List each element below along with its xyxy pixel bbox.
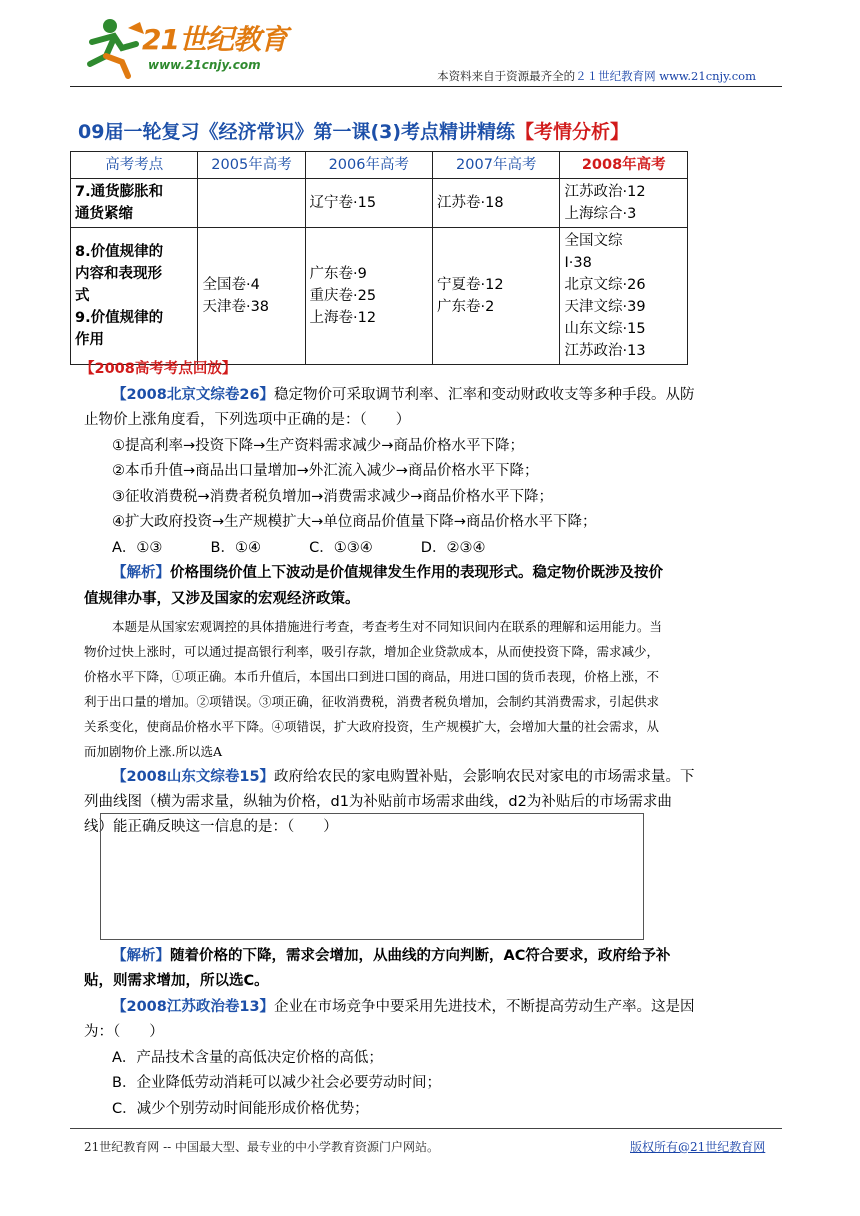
q1-stem-line1: 【2008北京文综卷26】稳定物价可采取调节利率、汇率和变动财政收支等多种手段。从防 xyxy=(112,387,695,403)
footer-divider xyxy=(70,1128,782,1129)
header-divider xyxy=(70,86,782,87)
q1-analysis-line2: 值规律办事，又涉及国家的宏观经济政策。 xyxy=(84,591,360,607)
q2-analysis-tag: 【解析】 xyxy=(112,948,170,964)
section-heading: 【2008高考考点回放】 xyxy=(80,361,237,377)
row1-2007: 江苏卷·18 xyxy=(433,179,560,228)
q1-analysis-tag: 【解析】 xyxy=(112,565,170,581)
q1-option-4: ④扩大政府投资→生产规模扩大→单位商品价值量下降→商品价格水平下降； xyxy=(112,514,597,530)
row2-2007: 宁夏卷·12 广东卷·2 xyxy=(433,228,560,365)
col-header-topic: 高考考点 xyxy=(71,152,198,179)
row1-2006: 辽宁卷·15 xyxy=(305,179,432,228)
q2-analysis-line2: 贴，则需求增加，所以选C。 xyxy=(84,973,269,989)
q1-choices: A．①③ B．①④ C．①③④ D．②③④ xyxy=(112,540,486,556)
row1-2005 xyxy=(198,179,305,228)
table-header-row xyxy=(71,152,688,179)
q1-detail-line5: 关系变化，使商品价格水平下降。④项错误，扩大政府投资，生产规模扩大，会增加大量的社会需求，从 xyxy=(84,719,660,734)
col-header-2005: 2005年高考 xyxy=(198,152,305,179)
q3-stem-line2: 为：（ ） xyxy=(84,1024,164,1040)
table-row xyxy=(71,179,688,228)
site-logo[interactable] xyxy=(70,14,300,80)
q1-source: 【2008北京文综卷26】 xyxy=(112,387,275,403)
q1-option-3: ③征收消费税→消费者税负增加→消费需求减少→商品价格水平下降； xyxy=(112,489,553,505)
runner-logo-icon xyxy=(70,14,150,80)
footer-copyright-link[interactable]: 版权所有@21世纪教育网 xyxy=(630,1140,766,1154)
header-note xyxy=(437,68,756,84)
q1-stem-line2: 止物价上涨角度看，下列选项中正确的是：（ ） xyxy=(84,412,411,428)
row2-2008: 全国文综 Ⅰ·38 北京文综·26 天津文综·39 山东文综·15 江苏政治·13 xyxy=(560,228,688,365)
logo-url: www.21cnjy.com xyxy=(148,58,261,72)
q1-detail-line3: 价格水平下降，①项正确。本币升值后，本国出口到进口国的商品，用进口国的货币表现，价格上涨，不 xyxy=(84,669,660,684)
q3-stem-line1: 【2008江苏政治卷13】企业在市场竞争中要采用先进技术，不断提高劳动生产率。这是因 xyxy=(112,999,695,1015)
exam-points-table xyxy=(70,151,688,365)
footer-text: 21世纪教育网 -- 中国最大型、最专业的中小学教育资源门户网站。 xyxy=(84,1140,440,1154)
q3-option-a: A．产品技术含量的高低决定价格的高低； xyxy=(112,1050,383,1066)
q3-option-c: C．减少个别劳动时间能形成价格优势； xyxy=(112,1101,369,1117)
page-title xyxy=(78,117,629,144)
q1-option-2: ②本币升值→商品出口量增加→外汇流入减少→商品价格水平下降； xyxy=(112,463,539,479)
q1-detail-line6: 而加剧物价上涨.所以选A xyxy=(84,744,223,759)
q1-detail-line4: 利于出口量的增加。②项错误。③项正确，征收消费税，消费者税负增加，会制约其消费需求，引起供求 xyxy=(84,694,660,709)
q2-stem-line3: 线）能正确反映这一信息的是：（ ） xyxy=(84,819,338,835)
col-header-2008: 2008年高考 xyxy=(560,152,688,179)
q2-stem-line1: 【2008山东文综卷15】政府给农民的家电购置补贴，会影响农民对家电的市场需求量。下 xyxy=(112,769,695,785)
title-tag: 【考情分析】 xyxy=(515,121,630,143)
header-site-link[interactable]: ２１世纪教育网 www.21cnjy.com xyxy=(575,69,756,83)
header-note-text: 本资料来自于资源最齐全的 xyxy=(437,69,576,83)
q2-analysis-line1: 【解析】随着价格的下降，需求会增加，从曲线的方向判断，AC符合要求，政府给予补 xyxy=(112,948,671,964)
q1-option-1: ①提高利率→投资下降→生产资料需求减少→商品价格水平下降； xyxy=(112,438,524,454)
col-header-2007: 2007年高考 xyxy=(433,152,560,179)
row1-2008: 江苏政治·12 上海综合·3 xyxy=(560,179,688,228)
q1-analysis-line1: 【解析】价格围绕价值上下波动是价值规律发生作用的表现形式。稳定物价既涉及按价 xyxy=(112,565,663,581)
title-main: 09届一轮复习《经济常识》第一课(3)考点精讲精练 xyxy=(78,121,516,143)
q3-source: 【2008江苏政治卷13】 xyxy=(112,999,275,1015)
q2-graph-placeholder xyxy=(100,813,644,940)
q1-detail-line2: 物价过快上涨时，可以通过提高银行利率，吸引存款，增加企业贷款成本，从而使投资下降，需求减少， xyxy=(84,644,660,659)
table-row xyxy=(71,228,688,365)
row2-2006: 广东卷·9 重庆卷·25 上海卷·12 xyxy=(305,228,432,365)
q3-option-b: B．企业降低劳动消耗可以减少社会必要劳动时间； xyxy=(112,1075,441,1091)
col-header-2006: 2006年高考 xyxy=(305,152,432,179)
row2-2005: 全国卷·4 天津卷·38 xyxy=(198,228,305,365)
logo-text: 21世纪教育 xyxy=(142,23,287,56)
row1-topic: 7.通货膨胀和 通货紧缩 xyxy=(71,179,198,228)
row2-topic: 8.价值规律的 内容和表现形 式 9.价值规律的 作用 xyxy=(71,228,198,365)
q1-detail-line1: 本题是从国家宏观调控的具体措施进行考查，考查考生对不同知识间内在联系的理解和运用能力。当 xyxy=(112,619,663,634)
q2-source: 【2008山东文综卷15】 xyxy=(112,769,275,785)
q2-stem-line2: 列曲线图（横为需求量，纵轴为价格，d1为补贴前市场需求曲线，d2为补贴后的市场需求曲 xyxy=(84,794,672,810)
